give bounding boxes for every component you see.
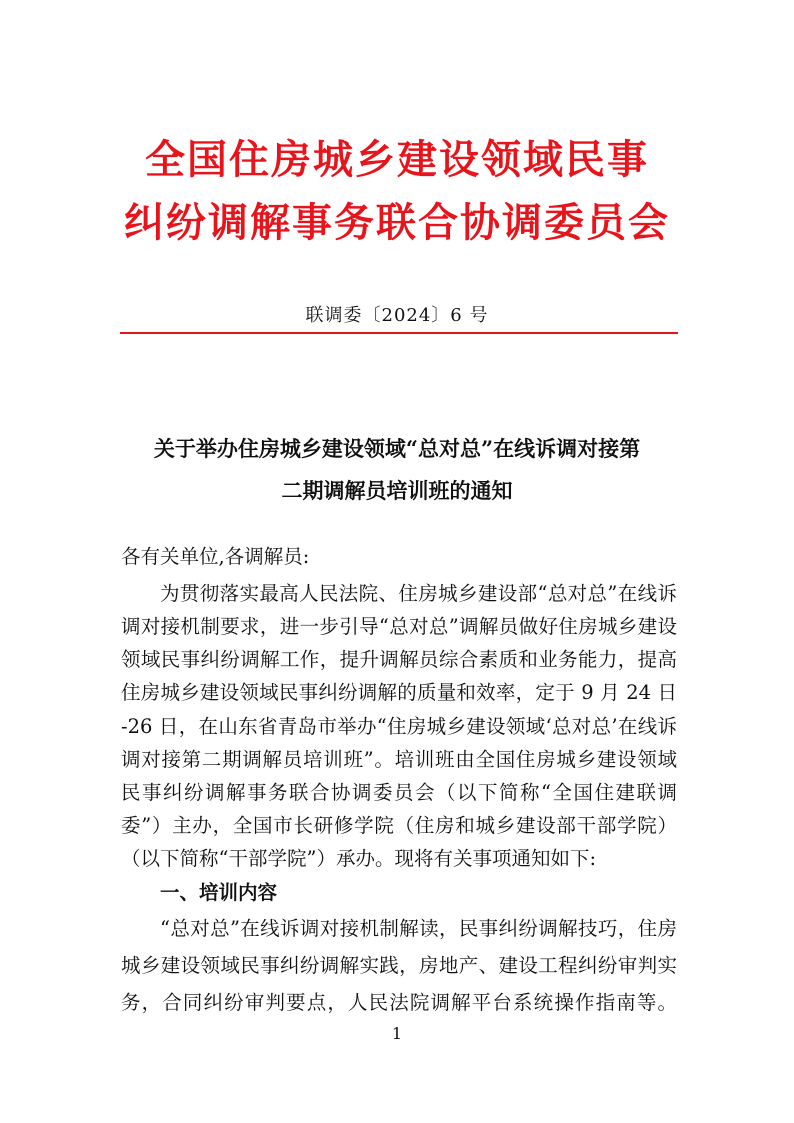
notice-title-line-1: 关于举办住房城乡建设领域“总对总”在线诉调对接第 (153, 436, 641, 461)
issuer-title-line-2: 纠纷调解事务联合协调委员会 (124, 199, 670, 246)
paragraph-line: 务，合同纠纷审判要点，人民法院调解平台系统操作指南等。 (121, 991, 677, 1014)
paragraph-line: 民事纠纷调解事务联合协调委员会（以下简称“全国住建联调 (121, 781, 677, 804)
paragraph-line: -26 日，在山东省青岛市举办“住房城乡建设领域‘总对总’在线诉 (121, 715, 677, 738)
paragraph-line: 城乡建设领域民事纠纷调解实践，房地产、建设工程纠纷审判实 (121, 954, 677, 977)
paragraph-line: 调对接机制要求，进一步引导“总对总”调解员做好住房城乡建设 (121, 615, 677, 638)
page-number: 1 (391, 1024, 403, 1043)
paragraph-line: 为贯彻落实最高人民法院、住房城乡建设部“总对总”在线诉 (160, 582, 677, 605)
paragraph-line: “总对总”在线诉调对接机制解读，民事纠纷调解技巧，住房 (160, 917, 677, 940)
issuer-title-line-1: 全国住房城乡建设领域民事 (145, 136, 649, 183)
notice-title-line-2: 二期调解员培训班的通知 (281, 478, 513, 503)
salutation: 各有关单位,各调解员: (121, 545, 310, 568)
paragraph-line: 调对接第二期调解员培训班”。培训班由全国住房城乡建设领域 (121, 748, 677, 771)
paragraph-line: （以下简称“干部学院”）承办。现将有关事项通知如下: (121, 847, 597, 870)
paragraph-line: 委”）主办，全国市长研修学院（住房和城乡建设部干部学院） (121, 814, 677, 837)
red-divider (120, 332, 678, 334)
paragraph-line: 住房城乡建设领域民事纠纷调解的质量和效率，定于 9 月 24 日 (121, 681, 677, 704)
section-heading: 一、培训内容 (160, 881, 278, 904)
paragraph-line: 领域民事纠纷调解工作，提升调解员综合素质和业务能力，提高 (121, 648, 677, 671)
document-number: 联调委〔2024〕6 号 (305, 305, 489, 326)
